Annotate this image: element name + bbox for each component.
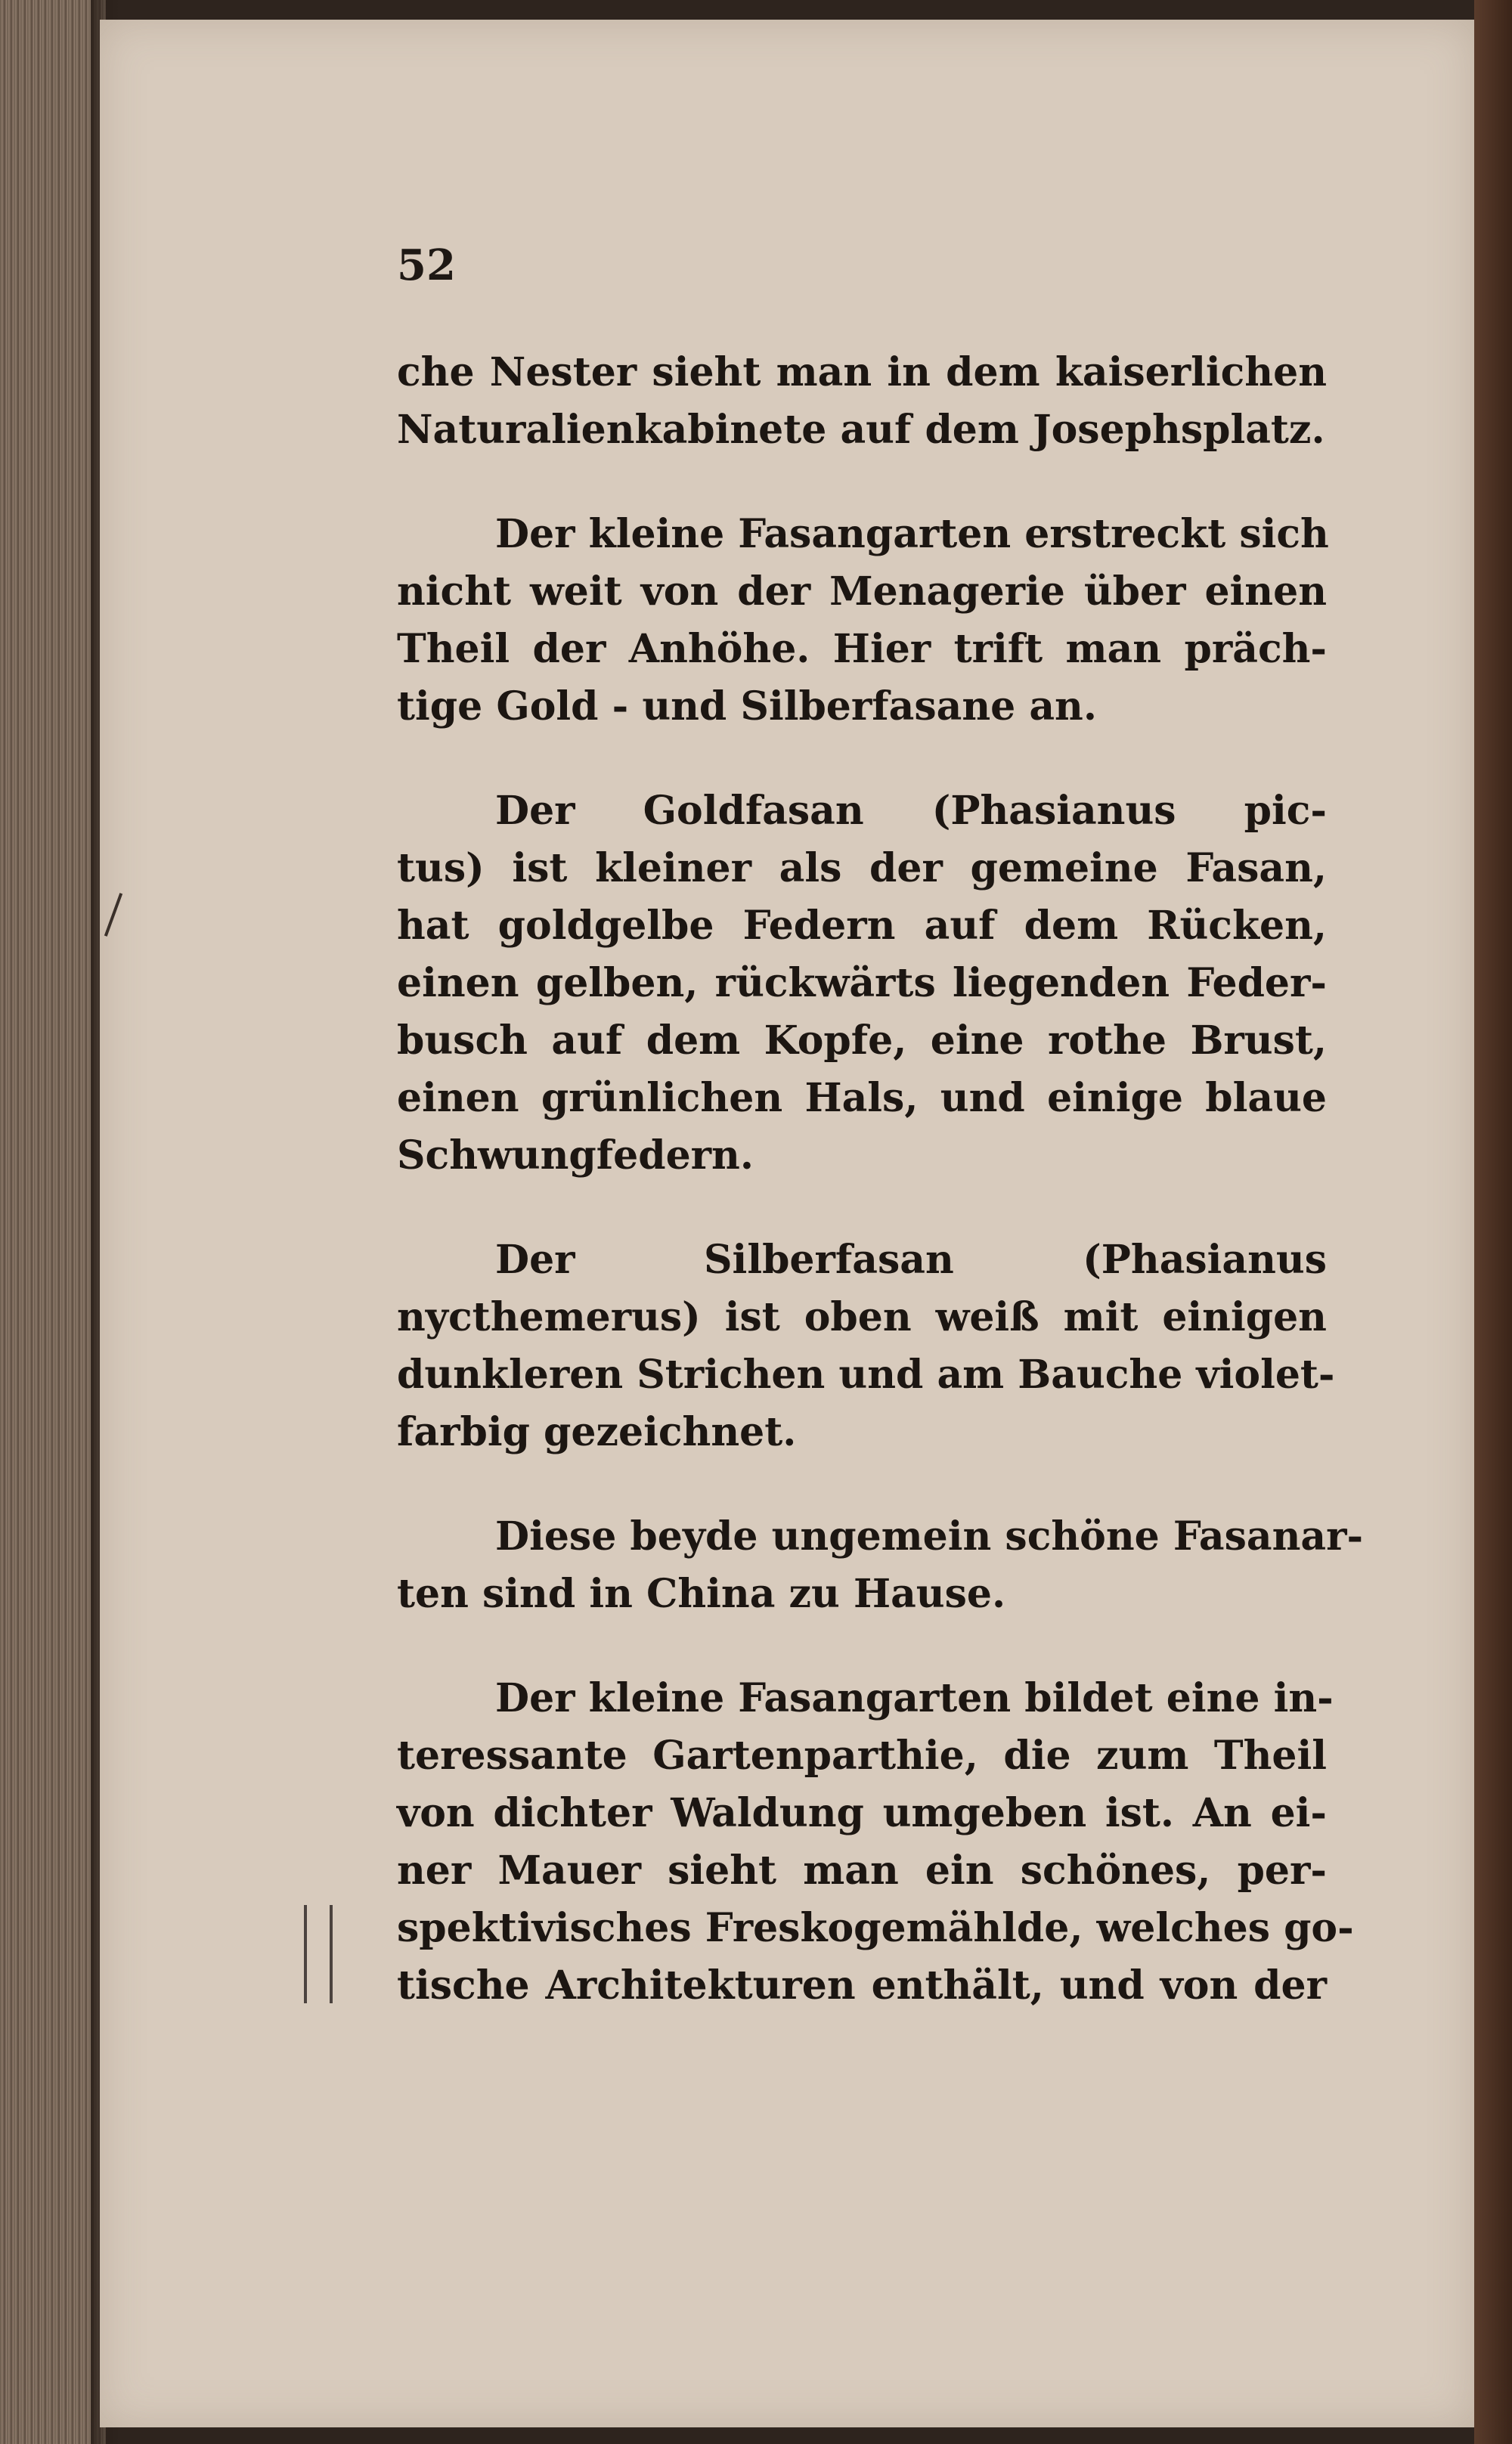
text-line: Der kleine Fasangarten bildet eine in- bbox=[495, 1675, 1334, 1721]
text-line: hat goldgelbe Federn auf dem Rücken, bbox=[397, 903, 1327, 949]
text-line: einen gelben, rückwärts liegenden Feder- bbox=[397, 960, 1327, 1006]
margin-mark-double-line bbox=[304, 1905, 333, 2003]
paragraph bbox=[397, 344, 1327, 459]
paragraph bbox=[397, 1508, 1364, 1623]
text-line: ten sind in China zu Hause. bbox=[397, 1571, 1006, 1617]
paragraph bbox=[397, 1670, 1354, 2015]
text-line: von dichter Waldung umgeben ist. An ei- bbox=[397, 1790, 1327, 1836]
text-line: tische Architekturen enthält, und von der bbox=[397, 1962, 1327, 2009]
body-text bbox=[397, 344, 1364, 2061]
text-line: ner Mauer sieht man ein schönes, per- bbox=[397, 1848, 1327, 1894]
page-stack-edge bbox=[0, 0, 106, 2444]
text-line: busch auf dem Kopfe, eine rothe Brust, bbox=[397, 1018, 1327, 1064]
text-line: farbig gezeichnet. bbox=[397, 1409, 797, 1455]
text-line: teressante Gartenparthie, die zum Theil bbox=[397, 1733, 1327, 1779]
text-line: Diese beyde ungemein schöne Fasanar- bbox=[495, 1513, 1364, 1560]
text-line: Theil der Anhöhe. Hier trift man präch- bbox=[397, 626, 1327, 672]
paragraph bbox=[397, 1231, 1335, 1461]
text-line: spektivisches Freskogemählde, welches go- bbox=[397, 1905, 1354, 1951]
text-line: Der Goldfasan (Phasianus pic- bbox=[495, 788, 1327, 834]
text-line: tige Gold - und Silberfasane an. bbox=[397, 683, 1097, 729]
page-number: 52 bbox=[397, 240, 456, 290]
text-line: nicht weit von der Menagerie über einen bbox=[397, 568, 1327, 615]
cover-edge bbox=[1474, 0, 1512, 2444]
text-line: einen grünlichen Hals, und einige blaue bbox=[397, 1075, 1327, 1121]
text-line: Naturalienkabinete auf dem Josephsplatz. bbox=[397, 407, 1325, 453]
text-line: tus) ist kleiner als der gemeine Fasan, bbox=[397, 845, 1327, 891]
text-line: Der kleine Fasangarten erstreckt sich bbox=[495, 511, 1329, 557]
text-line: Der Silberfasan (Phasianus bbox=[495, 1237, 1327, 1283]
text-line: nycthemerus) ist oben weiß mit einigen bbox=[397, 1294, 1327, 1340]
paragraph bbox=[397, 506, 1327, 736]
paragraph bbox=[397, 782, 1327, 1185]
text-line: dunkleren Strichen und am Bauche violet- bbox=[397, 1352, 1335, 1398]
text-line: che Nester sieht man in dem kaiserlichen bbox=[397, 349, 1327, 395]
text-line: Schwungfedern. bbox=[397, 1132, 754, 1179]
